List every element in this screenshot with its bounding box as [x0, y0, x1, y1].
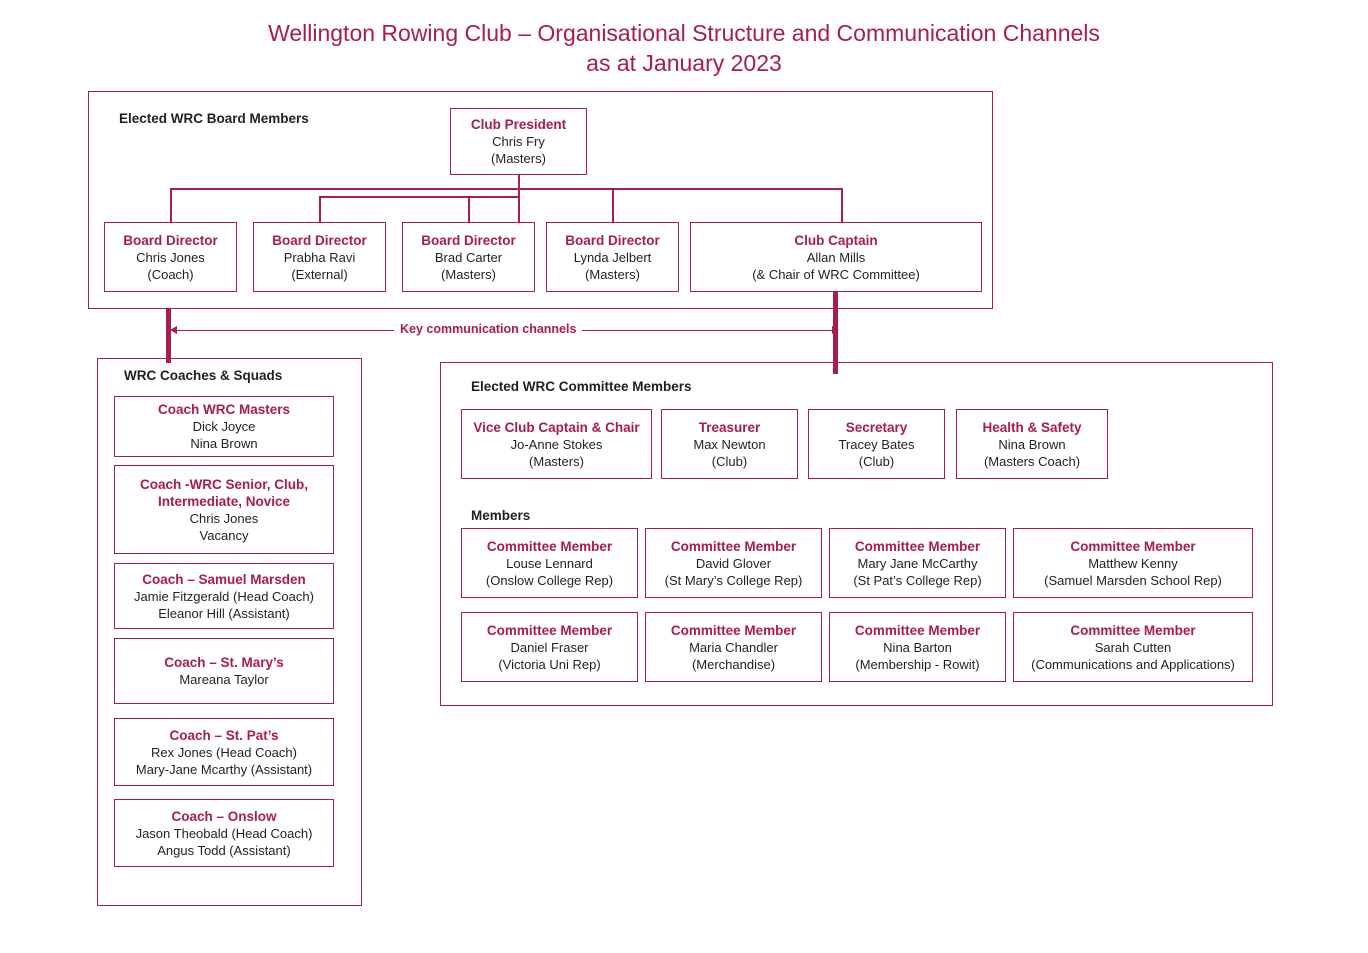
member-3-sub: (St Pat’s College Rep) [853, 572, 982, 588]
connector-drop-4 [612, 188, 614, 222]
director-2-sub: (External) [291, 266, 348, 282]
officer-2-name: Max Newton [693, 436, 766, 452]
coach-marsden-line-2: Eleanor Hill (Assistant) [158, 605, 290, 621]
committee-member-box-2[interactable] [645, 528, 822, 598]
coach-stpats-line-1: Rex Jones (Head Coach) [151, 744, 297, 760]
officer-4-sub: (Masters Coach) [983, 453, 1081, 469]
connector-bus-left [170, 188, 518, 190]
committee-member-box-1[interactable] [461, 528, 638, 598]
member-5-sub: (Victoria Uni Rep) [498, 656, 601, 672]
coach-masters-role: Coach WRC Masters [157, 402, 291, 417]
director-1-sub: (Coach) [147, 266, 194, 282]
committee-officer-box-4[interactable] [956, 409, 1108, 479]
connector-president-down [518, 175, 520, 222]
club-captain-box[interactable] [690, 222, 982, 292]
connector-drop-2 [319, 196, 321, 222]
page-title-line1: Wellington Rowing Club – Organisational Structure and Communication Channels [268, 20, 1100, 46]
director-3-name: Brad Carter [434, 249, 503, 265]
board-president-box[interactable] [450, 108, 587, 175]
committee-officer-box-2[interactable] [661, 409, 798, 479]
member-4-sub: (Samuel Marsden School Rep) [1044, 572, 1222, 588]
member-5-role: Committee Member [486, 622, 613, 638]
officer-2-role: Treasurer [698, 419, 761, 435]
director-4-name: Lynda Jelbert [573, 249, 652, 265]
key-channel-label: Key communication channels [394, 322, 582, 336]
member-3-role: Committee Member [854, 538, 981, 554]
coach-marsden-role: Coach – Samuel Marsden [142, 571, 306, 587]
board-director-box-4[interactable] [546, 222, 679, 292]
officer-1-role: Vice Club Captain & Chair [473, 419, 640, 435]
coach-box-senior[interactable] [114, 465, 334, 554]
page-title-line2: as at January 2023 [586, 50, 782, 76]
member-1-sub: (Onslow College Rep) [485, 572, 614, 588]
officer-1-sub: (Masters) [529, 453, 584, 469]
director-1-name: Chris Jones [136, 249, 205, 265]
coach-senior-line-2: Vacancy [199, 527, 249, 543]
committee-panel-label: Elected WRC Committee Members [471, 379, 692, 394]
connector-drop-5 [841, 188, 843, 222]
coach-masters-line-2: Nina Brown [190, 436, 258, 451]
officer-3-sub: (Club) [858, 453, 895, 469]
coach-box-marsden[interactable] [114, 563, 334, 629]
member-2-name: David Glover [695, 555, 772, 571]
key-channel-arrow-right-icon [832, 326, 839, 334]
officer-3-role: Secretary [845, 419, 908, 435]
member-6-role: Committee Member [670, 622, 797, 638]
director-3-role: Board Director [421, 232, 516, 248]
committee-member-box-7[interactable] [829, 612, 1006, 682]
coach-stmarys-role: Coach – St. Mary’s [164, 655, 284, 670]
coach-senior-role: Coach -WRC Senior, Club, Intermediate, Novice [139, 476, 308, 509]
member-6-name: Maria Chandler [689, 639, 778, 655]
club-captain-role: Club Captain [794, 232, 878, 248]
coach-stmarys-line-1: Mareana Taylor [179, 672, 269, 687]
coach-onslow-line-1: Jason Theobald (Head Coach) [135, 825, 313, 841]
member-7-role: Committee Member [854, 622, 981, 638]
page-title [0, 18, 1368, 78]
connector-drop-3 [468, 196, 470, 222]
committee-officer-box-1[interactable] [461, 409, 652, 479]
member-8-role: Committee Member [1070, 622, 1196, 638]
director-4-role: Board Director [565, 232, 660, 248]
member-4-role: Committee Member [1070, 538, 1196, 554]
coach-box-stpats[interactable] [114, 718, 334, 786]
member-1-name: Louse Lennard [506, 555, 593, 571]
officer-1-name: Jo-Anne Stokes [510, 436, 603, 452]
committee-officer-box-3[interactable] [808, 409, 945, 479]
coach-onslow-line-2: Angus Todd (Assistant) [157, 842, 291, 858]
member-4-name: Matthew Kenny [1088, 555, 1178, 571]
thick-link-coaches [166, 309, 171, 363]
officer-4-name: Nina Brown [998, 436, 1066, 452]
committee-member-box-3[interactable] [829, 528, 1006, 598]
member-7-sub: (Membership - Rowit) [855, 656, 980, 672]
board-director-box-1[interactable] [104, 222, 237, 292]
officer-3-name: Tracey Bates [838, 436, 915, 452]
coach-stpats-role: Coach – St. Pat’s [169, 727, 279, 743]
member-2-sub: (St Mary’s College Rep) [664, 572, 803, 588]
member-3-name: Mary Jane McCarthy [857, 555, 978, 571]
committee-member-box-5[interactable] [461, 612, 638, 682]
committee-members-label: Members [471, 508, 531, 523]
officer-4-role: Health & Safety [982, 419, 1082, 435]
committee-member-box-6[interactable] [645, 612, 822, 682]
member-7-name: Nina Barton [883, 639, 952, 655]
coach-box-onslow[interactable] [114, 799, 334, 867]
president-name: Chris Fry [492, 134, 545, 149]
club-captain-sub: (& Chair of WRC Committee) [752, 266, 920, 282]
coach-marsden-line-1: Jamie Fitzgerald (Head Coach) [134, 588, 314, 604]
director-1-role: Board Director [123, 232, 218, 248]
club-captain-name: Allan Mills [806, 249, 866, 265]
coach-box-masters[interactable] [114, 396, 334, 457]
connector-bus-level2 [319, 196, 519, 198]
member-8-name: Sarah Cutten [1094, 639, 1172, 655]
board-panel-label: Elected WRC Board Members [119, 111, 309, 126]
member-5-name: Daniel Fraser [510, 639, 589, 655]
member-1-role: Committee Member [486, 538, 613, 554]
key-channel-arrow-left-icon [170, 326, 177, 334]
board-director-box-3[interactable] [402, 222, 535, 292]
president-sub: (Masters) [491, 151, 546, 166]
director-4-sub: (Masters) [585, 266, 640, 282]
coach-onslow-role: Coach – Onslow [171, 808, 277, 824]
officer-2-sub: (Club) [711, 453, 748, 469]
member-6-sub: (Merchandise) [691, 656, 776, 672]
coaches-panel-label: WRC Coaches & Squads [124, 368, 283, 383]
coach-stpats-line-2: Mary-Jane Mcarthy (Assistant) [135, 761, 313, 777]
member-2-role: Committee Member [670, 538, 797, 554]
connector-drop-1 [170, 188, 172, 222]
coach-box-stmarys[interactable] [114, 638, 334, 704]
committee-member-box-4[interactable] [1013, 528, 1253, 598]
coach-senior-line-1: Chris Jones [189, 510, 259, 526]
director-3-sub: (Masters) [441, 266, 496, 282]
committee-member-box-8[interactable] [1013, 612, 1253, 682]
member-8-sub: (Communications and Applications) [1031, 656, 1235, 672]
coach-masters-line-1: Dick Joyce [192, 419, 256, 434]
director-2-name: Prabha Ravi [283, 249, 356, 265]
president-role: Club President [470, 117, 567, 132]
director-2-role: Board Director [272, 232, 367, 248]
board-director-box-2[interactable] [253, 222, 386, 292]
connector-bus-right [518, 188, 842, 190]
